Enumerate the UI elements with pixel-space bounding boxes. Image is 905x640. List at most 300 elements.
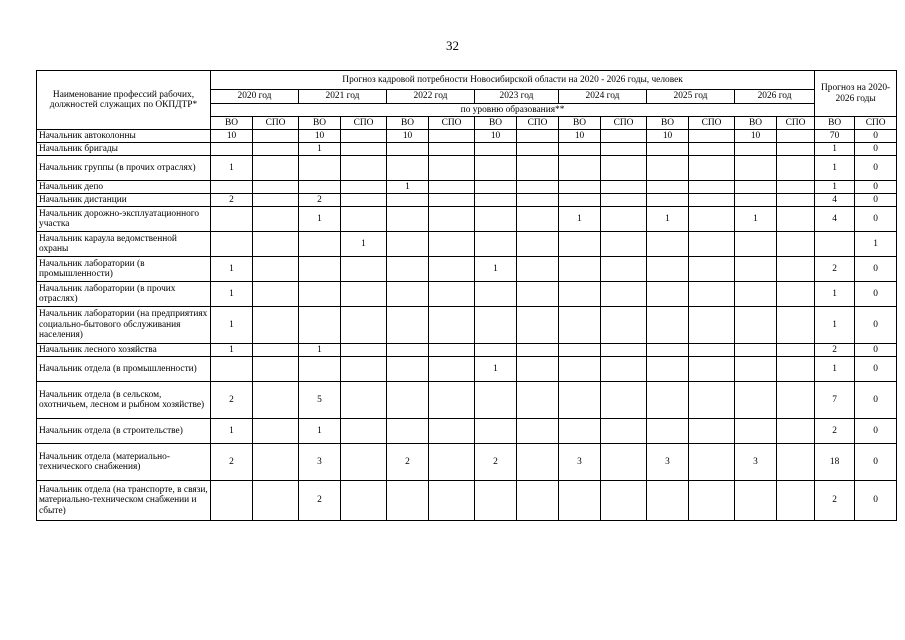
year-header: 2023 год [475,90,559,104]
value-cell [387,357,429,382]
value-cell: 10 [387,130,429,143]
value-cell [689,143,735,156]
table-row [37,282,897,307]
value-cell [689,444,735,481]
value-cell [559,156,601,181]
value-cell: 1 [815,307,855,344]
year-header: 2020 год [211,90,299,104]
value-cell [341,382,387,419]
value-cell [559,257,601,282]
value-cell [601,481,647,521]
value-cell [429,307,475,344]
value-cell [735,181,777,194]
spo-header: СПО [341,117,387,130]
table-row [37,232,897,257]
value-cell: 10 [299,130,341,143]
value-cell: 4 [815,194,855,207]
value-cell [647,419,689,444]
value-cell: 0 [855,207,897,232]
value-cell: 1 [211,257,253,282]
value-cell [475,481,517,521]
value-cell: 0 [855,282,897,307]
value-cell [735,232,777,257]
value-cell [689,156,735,181]
value-cell [429,181,475,194]
spo-header: СПО [601,117,647,130]
value-cell: 0 [855,444,897,481]
value-cell [253,307,299,344]
value-cell [689,181,735,194]
value-cell: 0 [855,156,897,181]
value-cell [253,257,299,282]
value-cell [601,143,647,156]
value-cell [735,357,777,382]
value-cell [387,232,429,257]
value-cell: 3 [299,444,341,481]
profession-name: Начальник дорожно-эксплуатационного участка [37,207,211,232]
value-cell [777,344,815,357]
value-cell [387,307,429,344]
value-cell [689,282,735,307]
value-cell [647,181,689,194]
value-cell [211,181,253,194]
value-cell [559,419,601,444]
spo-header: СПО [429,117,475,130]
value-cell [253,130,299,143]
table-row [37,143,897,156]
vo-header: ВО [735,117,777,130]
value-cell: 1 [815,357,855,382]
value-cell [601,444,647,481]
value-cell [647,282,689,307]
value-cell [735,282,777,307]
value-cell [689,257,735,282]
year-header: 2025 год [647,90,735,104]
value-cell [429,257,475,282]
profession-name: Начальник отдела (в строительстве) [37,419,211,444]
value-cell: 0 [855,481,897,521]
value-cell [517,444,559,481]
spo-header: СПО [777,117,815,130]
value-cell: 7 [815,382,855,419]
value-cell [647,232,689,257]
value-cell [601,194,647,207]
value-cell [689,481,735,521]
vo-header: ВО [299,117,341,130]
value-cell [601,307,647,344]
value-cell [341,156,387,181]
profession-name: Начальник лаборатории (на предприятиях социально-бытового обслуживания населения) [37,307,211,344]
spo-header: СПО [855,117,897,130]
value-cell [601,419,647,444]
value-cell [253,444,299,481]
table-row [37,156,897,181]
value-cell [475,232,517,257]
value-cell: 4 [815,207,855,232]
value-cell [211,481,253,521]
table-row [37,444,897,481]
value-cell: 1 [815,156,855,181]
value-cell: 1 [211,344,253,357]
table-row [37,194,897,207]
value-cell [777,307,815,344]
value-cell [777,257,815,282]
value-cell [517,307,559,344]
value-cell [777,419,815,444]
value-cell: 1 [475,257,517,282]
value-cell [517,207,559,232]
table-row [37,419,897,444]
value-cell [429,382,475,419]
value-cell [429,207,475,232]
value-cell [735,156,777,181]
value-cell [517,232,559,257]
value-cell [387,344,429,357]
profession-name-header: Наименование профессий рабочих, должностей служащих по ОКПДТР* [37,71,211,130]
value-cell [517,357,559,382]
vo-header: ВО [475,117,517,130]
value-cell: 10 [559,130,601,143]
education-level-header: по уровню образования** [211,104,815,117]
value-cell [253,419,299,444]
value-cell [387,481,429,521]
value-cell: 1 [647,207,689,232]
value-cell: 0 [855,181,897,194]
table-row [37,207,897,232]
total-forecast-header: Прогноз на 2020-2026 годы [815,71,897,117]
value-cell [253,357,299,382]
table-row [37,307,897,344]
value-cell [211,207,253,232]
value-cell [647,357,689,382]
profession-name: Начальник отдела (в сельском, охотничьем, лесном и рыбном хозяйстве) [37,382,211,419]
value-cell [429,444,475,481]
value-cell [601,207,647,232]
value-cell: 1 [299,419,341,444]
value-cell [735,481,777,521]
value-cell [475,282,517,307]
profession-name: Начальник лаборатории (в прочих отраслях) [37,282,211,307]
value-cell [299,357,341,382]
value-cell: 2 [211,444,253,481]
value-cell: 1 [211,419,253,444]
profession-name: Начальник депо [37,181,211,194]
value-cell: 2 [815,419,855,444]
value-cell [559,344,601,357]
vo-header: ВО [647,117,689,130]
value-cell [341,344,387,357]
value-cell [429,156,475,181]
value-cell [559,143,601,156]
value-cell [689,130,735,143]
profession-name: Начальник отдела (на транспорте, в связи, материально-техническом снабжении и сбыте) [37,481,211,521]
staffing-forecast-table [36,70,897,521]
value-cell [689,307,735,344]
value-cell [299,307,341,344]
value-cell [735,419,777,444]
value-cell [253,232,299,257]
value-cell [341,307,387,344]
spo-header: СПО [689,117,735,130]
value-cell [387,143,429,156]
value-cell [429,357,475,382]
value-cell [517,181,559,194]
value-cell [647,257,689,282]
table-row [37,257,897,282]
spo-header: СПО [253,117,299,130]
profession-name: Начальник бригады [37,143,211,156]
value-cell [647,194,689,207]
value-cell [475,207,517,232]
value-cell: 1 [855,232,897,257]
value-cell [211,357,253,382]
value-cell: 2 [475,444,517,481]
value-cell [689,207,735,232]
value-cell: 0 [855,357,897,382]
profession-name: Начальник отдела (материально-технического снабжения) [37,444,211,481]
value-cell [559,481,601,521]
value-cell [475,307,517,344]
value-cell: 1 [211,282,253,307]
value-cell: 1 [475,357,517,382]
value-cell [429,130,475,143]
value-cell: 2 [211,194,253,207]
forecast-title: Прогноз кадровой потребности Новосибирской области на 2020 - 2026 годы, человек [211,71,815,90]
value-cell [253,382,299,419]
value-cell [559,181,601,194]
value-cell [341,282,387,307]
value-cell [253,194,299,207]
table-row [37,357,897,382]
value-cell [299,181,341,194]
value-cell [429,232,475,257]
value-cell [253,282,299,307]
value-cell [429,194,475,207]
value-cell: 1 [735,207,777,232]
value-cell [475,194,517,207]
value-cell [559,382,601,419]
value-cell [253,481,299,521]
profession-name: Начальник группы (в прочих отраслях) [37,156,211,181]
year-header: 2022 год [387,90,475,104]
value-cell [475,419,517,444]
value-cell [777,130,815,143]
value-cell: 0 [855,419,897,444]
value-cell [211,232,253,257]
value-cell [429,282,475,307]
value-cell [689,344,735,357]
value-cell [559,307,601,344]
value-cell: 0 [855,194,897,207]
value-cell [647,382,689,419]
value-cell [815,232,855,257]
value-cell: 0 [855,382,897,419]
value-cell [387,382,429,419]
value-cell [517,481,559,521]
value-cell [647,156,689,181]
value-cell [647,344,689,357]
value-cell [341,257,387,282]
value-cell: 0 [855,257,897,282]
value-cell [387,207,429,232]
value-cell [777,444,815,481]
value-cell [777,232,815,257]
value-cell [735,307,777,344]
value-cell [777,156,815,181]
value-cell [777,181,815,194]
year-header: 2024 год [559,90,647,104]
value-cell: 0 [855,344,897,357]
value-cell [601,382,647,419]
value-cell [387,156,429,181]
value-cell [647,307,689,344]
vo-header: ВО [387,117,429,130]
value-cell: 3 [735,444,777,481]
value-cell [689,382,735,419]
value-cell [341,143,387,156]
value-cell [429,143,475,156]
value-cell [429,419,475,444]
value-cell [341,481,387,521]
value-cell [253,181,299,194]
value-cell [559,194,601,207]
value-cell [341,194,387,207]
value-cell [387,257,429,282]
table-row [37,130,897,143]
value-cell [341,130,387,143]
value-cell: 2 [299,194,341,207]
table-row [37,181,897,194]
value-cell [253,344,299,357]
vo-header: ВО [815,117,855,130]
table-row [37,382,897,419]
value-cell [735,382,777,419]
value-cell [601,282,647,307]
value-cell [341,207,387,232]
value-cell [601,130,647,143]
value-cell [735,143,777,156]
value-cell [601,344,647,357]
value-cell [777,382,815,419]
table-body [37,130,897,521]
value-cell: 5 [299,382,341,419]
value-cell: 1 [299,207,341,232]
value-cell [517,282,559,307]
value-cell [387,282,429,307]
value-cell [517,344,559,357]
value-cell [689,194,735,207]
value-cell [253,143,299,156]
value-cell: 10 [211,130,253,143]
profession-name: Начальник автоколонны [37,130,211,143]
value-cell: 10 [647,130,689,143]
profession-name: Начальник лаборатории (в промышленности) [37,257,211,282]
value-cell [559,357,601,382]
value-cell: 10 [475,130,517,143]
value-cell [429,344,475,357]
value-cell [299,257,341,282]
value-cell [689,357,735,382]
value-cell [777,357,815,382]
spo-header: СПО [517,117,559,130]
value-cell [475,143,517,156]
value-cell: 10 [735,130,777,143]
value-cell: 2 [815,481,855,521]
value-cell [475,344,517,357]
value-cell [517,194,559,207]
value-cell [777,143,815,156]
value-cell [299,232,341,257]
value-cell: 2 [815,257,855,282]
value-cell [601,156,647,181]
year-header: 2021 год [299,90,387,104]
profession-name: Начальник дистанции [37,194,211,207]
value-cell [253,207,299,232]
value-cell [601,181,647,194]
profession-name: Начальник лесного хозяйства [37,344,211,357]
value-cell [299,282,341,307]
value-cell [475,382,517,419]
value-cell [299,156,341,181]
year-header: 2026 год [735,90,815,104]
value-cell [517,257,559,282]
value-cell: 70 [815,130,855,143]
value-cell [517,156,559,181]
value-cell [689,232,735,257]
value-cell: 1 [211,307,253,344]
value-cell [475,156,517,181]
value-cell [341,444,387,481]
value-cell [647,481,689,521]
value-cell [387,194,429,207]
value-cell [559,232,601,257]
value-cell: 3 [647,444,689,481]
value-cell [387,419,429,444]
value-cell: 0 [855,143,897,156]
value-cell [777,282,815,307]
value-cell [341,181,387,194]
value-cell: 2 [299,481,341,521]
value-cell: 0 [855,130,897,143]
value-cell [211,143,253,156]
value-cell: 1 [299,143,341,156]
value-cell: 1 [299,344,341,357]
value-cell: 1 [815,282,855,307]
value-cell [647,143,689,156]
value-cell [689,419,735,444]
value-cell [601,257,647,282]
value-cell: 1 [341,232,387,257]
page-number: 32 [446,38,459,53]
value-cell [253,156,299,181]
value-cell [735,194,777,207]
value-cell [517,419,559,444]
vo-header: ВО [211,117,253,130]
value-cell [601,357,647,382]
value-cell [735,344,777,357]
table-row [37,344,897,357]
value-cell: 18 [815,444,855,481]
value-cell: 1 [211,156,253,181]
value-cell [429,481,475,521]
value-cell [475,181,517,194]
value-cell [777,481,815,521]
value-cell [517,382,559,419]
value-cell: 1 [559,207,601,232]
vo-header: ВО [559,117,601,130]
value-cell [517,143,559,156]
value-cell [601,232,647,257]
